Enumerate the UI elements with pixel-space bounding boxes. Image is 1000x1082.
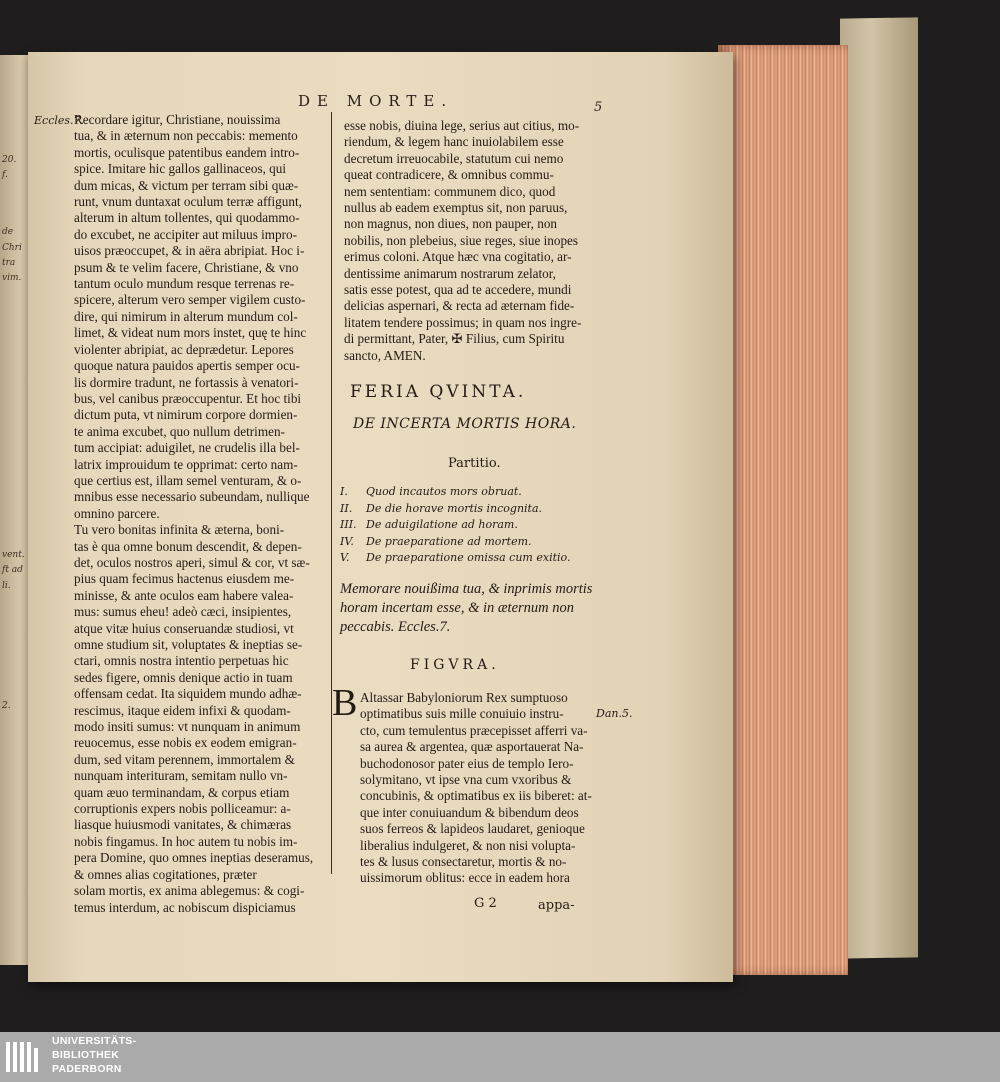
text-line: ctari, omnis nostra intentio perpetuas hic	[74, 653, 289, 669]
drop-capital: B	[332, 682, 358, 724]
column-rule	[331, 112, 332, 874]
left-margin-fragment: 20.	[2, 155, 17, 165]
quote-line: horam incertam esse, & in æternum non	[340, 600, 574, 616]
text-line: nullus ab eadem exemptus sit, non paruus,	[344, 200, 568, 216]
text-line: esse nobis, diuina lege, serius aut citius, mo-	[344, 118, 580, 133]
text-line: mnibus esse necessario subeundam, nullique	[74, 489, 310, 505]
partitio-text: De die horave mortis incognita.	[366, 501, 543, 515]
folio-number: 5	[594, 100, 603, 115]
text-line: solam mortis, ex anima ablegemus: & cogi-	[74, 883, 305, 899]
text-line: tas è qua omne bonum descendit, & depen-	[74, 538, 302, 554]
running-head: DE MORTE.	[298, 92, 454, 110]
left-margin-fragment: ft ad	[2, 565, 23, 575]
text-line: concubinis, & optimatibus ex iis biberet: at-	[360, 788, 592, 804]
text-line: Recordare igitur, Christiane, nouissima	[74, 112, 281, 127]
text-line: dire, qui nimirum in alterum mundum col-	[74, 308, 298, 324]
left-margin-fragment: tra	[2, 258, 16, 268]
partitio-item	[340, 501, 570, 518]
left-margin-fragment: Chri	[2, 243, 22, 253]
text-line: sa aurea & argentea, quæ asportauerat Na-	[360, 739, 584, 755]
left-margin-fragment: li.	[2, 581, 11, 591]
text-line: lis dormire tradunt, ne fortassis à venatori-	[74, 374, 299, 390]
text-line: non magnus, non diues, non pauper, non	[344, 216, 558, 232]
library-logo-icon	[4, 1038, 44, 1076]
left-margin-fragment: vent.	[2, 550, 25, 560]
text-line: uissimorum oblitus: ecce in eadem hora	[360, 870, 570, 886]
partitio-number: I.	[340, 485, 348, 498]
left-margin-fragment: de	[2, 227, 14, 237]
left-margin-fragment: f.	[2, 170, 8, 180]
partitio-heading: Partitio.	[448, 456, 501, 471]
partitio-text: Quod incautos mors obruat.	[366, 485, 522, 498]
text-line: det, oculos nostros aperi, simul & cor, vt sæ-	[74, 554, 310, 570]
text-line: psum & te velim facere, Christiane, & vno	[74, 259, 299, 275]
footer-label-line1: UNIVERSITÄTS-	[52, 1035, 137, 1047]
text-line: decretum irreuocabile, statutum cui nemo	[344, 150, 564, 166]
quote-line: Memorare nouißima tua, & inprimis mortis	[340, 581, 593, 597]
partitio-number: IV.	[340, 534, 354, 548]
text-line: pius quam fecimus hactenus eiusdem me-	[74, 571, 295, 587]
text-line: cto, cum temulentus præcepisset afferri va-	[360, 722, 588, 738]
text-line: temus interdum, ac nobiscum dispiciamus	[74, 899, 296, 915]
text-line: alterum in altum tollentes, qui quodammo-	[74, 210, 300, 226]
text-line: reuocemus, esse nobis ex eodem emigran-	[74, 735, 297, 751]
text-line: litatem tendere possimus; in quam nos ingre-	[344, 314, 582, 330]
text-line: liasque huiusmodi vanitates, & chimæras	[74, 817, 292, 833]
text-line: tes & lusus consectaretur, mortis & no-	[360, 854, 567, 870]
text-line: dum micas, & victum per terram sibi quæ-	[74, 177, 299, 193]
text-line: di permittant, Pater, ✠ Filius, cum Spiritu	[344, 331, 565, 347]
text-line: mus: sumus eheu! adeò cæci, insipientes,	[74, 604, 292, 620]
partitio-text: De praeparatione ad mortem.	[366, 534, 532, 548]
text-line: buchodonosor pater eius de templo Iero-	[360, 755, 574, 771]
text-line: satis esse potest, qua ad te accedere, mundi	[344, 282, 572, 298]
partitio-number: III.	[340, 518, 357, 532]
text-line: runt, vnum duntaxat oculum terræ affigunt,	[74, 194, 302, 210]
text-line: solymitano, vt ipse vna cum vxoribus &	[360, 772, 572, 788]
left-margin-fragment: vim.	[2, 273, 22, 283]
partitio-item	[340, 534, 570, 551]
partitio-item	[340, 550, 570, 567]
text-line: & omnes alias cogitationes, præter	[74, 866, 257, 882]
partitio-item	[340, 484, 570, 501]
text-line: atque vitæ huius conseruandæ studiosi, vt	[74, 620, 294, 636]
book-page	[28, 52, 733, 982]
text-line: dictum puta, vt nimirum corpore dormien-	[74, 407, 298, 423]
text-line: mortis, oculisque patentibus eandem intro-	[74, 144, 300, 160]
feria-heading: FERIA QVINTA.	[350, 382, 527, 402]
text-line: bus, vel canibus præoccupentur. Et hoc tibi	[74, 390, 302, 406]
text-line: minisse, & ante oculos eam habere valea-	[74, 587, 294, 603]
text-line: que certius est, illam semel venturam, & o-	[74, 472, 302, 488]
partitio-item	[340, 517, 570, 534]
text-line: erimus coloni. Atque hæc vna cogitatio, ar-	[344, 249, 572, 265]
text-line: spicere, alterum vero semper vigilem custo-	[74, 292, 306, 308]
text-line: dentissime animarum nostrarum zelator,	[344, 265, 556, 281]
text-line: omnino parcere.	[74, 505, 160, 521]
partitio-text: De praeparatione omissa cum exitio.	[366, 551, 571, 565]
text-line: optimatibus suis mille conuiuio instru-	[360, 706, 564, 722]
library-footer-bar	[0, 1032, 1000, 1082]
text-line: liberalius indulgeret, & non nisi volupta-	[360, 837, 576, 853]
partitio-number: V.	[340, 551, 350, 565]
text-line: Tu vero bonitas infinita & æterna, boni-	[74, 522, 285, 538]
text-line: suos ferreos & lapideos laudaret, genioque	[360, 821, 585, 837]
text-line: latrix improuidum te opprimat: certo nam-	[74, 456, 298, 472]
text-line: tantum oculo mundum resque terrenas re-	[74, 276, 295, 292]
text-line: dum, sed vitam perennem, immortalem &	[74, 751, 295, 767]
text-line: omne studium sit, voluptates & ineptias se-	[74, 637, 303, 652]
text-line: limet, & videat num mors instet, quę te hinc	[74, 325, 307, 341]
text-line: tum accipiat: aduigilet, ne crudelis illa bel-	[74, 440, 300, 456]
text-line: nem sententiam: communem dico, quod	[344, 183, 556, 199]
text-line: offensam cedat. Ita siquidem mundo adhæ-	[74, 686, 302, 702]
book-cover-edge	[840, 17, 918, 958]
margin-note-left: Eccles.7.	[34, 114, 85, 127]
text-line: delicias aspernari, & recta ad æternam fide-	[344, 298, 575, 314]
text-line: nunquam interituram, semitam nullo vn-	[74, 768, 288, 784]
text-column-left	[74, 112, 324, 916]
section-title: DE INCERTA MORTIS HORA.	[353, 416, 577, 432]
text-line: nobilis, non plebeius, siue reges, siue inopes	[344, 232, 579, 248]
text-column-right-bottom	[360, 690, 618, 887]
margin-note-right: Dan.5.	[596, 707, 633, 720]
text-line: queat contradicere, & omnibus commu-	[344, 167, 554, 183]
figura-heading: FIGVRA.	[410, 657, 500, 673]
text-line: riendum, & legem hanc inuiolabilem esse	[344, 134, 564, 150]
text-line: rescimus, itaque eidem infixi & quodam-	[74, 702, 291, 718]
text-line: Altassar Babyloniorum Rex sumptuoso	[360, 690, 568, 705]
partitio-list	[340, 484, 570, 567]
text-line: spice. Imitare hic gallos gallinaceos, qui	[74, 161, 287, 177]
text-line: que inter conuiuandum & bibendum deos	[360, 804, 579, 820]
text-line: tua, & in æternum non peccabis: memento	[74, 128, 298, 144]
text-line: pera Domine, quo omnes ineptias deseramus,	[74, 850, 314, 866]
partitio-number: II.	[340, 501, 353, 515]
footer-label-line3: PADERBORN	[52, 1063, 122, 1075]
page-block-edges	[718, 45, 848, 975]
text-line: sedes figere, omnis denique actio in tuam	[74, 669, 293, 685]
text-line: nobis fingamus. In hoc autem tu nobis im-	[74, 833, 298, 849]
signature-mark: G 2	[474, 896, 497, 911]
left-margin-fragment: 2.	[2, 701, 11, 711]
text-line: quoque natura pauidos apertis semper ocu-	[74, 358, 300, 374]
footer-label-line2: BIBLIOTHEK	[52, 1049, 120, 1061]
quote-line: peccabis. Eccles.7.	[340, 619, 451, 635]
text-column-right-top	[344, 118, 602, 364]
text-line: te anima excubet, quo nullum detrimen-	[74, 423, 285, 439]
partitio-text: De aduigilatione ad horam.	[366, 518, 518, 532]
text-line: violenter abripiat, ac deprædetur. Lepores	[74, 341, 294, 357]
text-line: do excubet, ne accipiter aut miluus impro-	[74, 226, 298, 242]
text-line: corruptionis expers nobis polliceamur: a-	[74, 801, 291, 817]
text-line: sancto, AMEN.	[344, 347, 426, 363]
scripture-quote	[340, 580, 592, 637]
catchword: appa-	[538, 898, 575, 913]
text-line: uisos præoccupet, & in aëra abripiat. Hoc i-	[74, 243, 305, 259]
text-line: quam æuo terminandam, & corpus etiam	[74, 784, 290, 800]
text-line: modo insiti sumus: vt nunquam in animum	[74, 719, 301, 735]
